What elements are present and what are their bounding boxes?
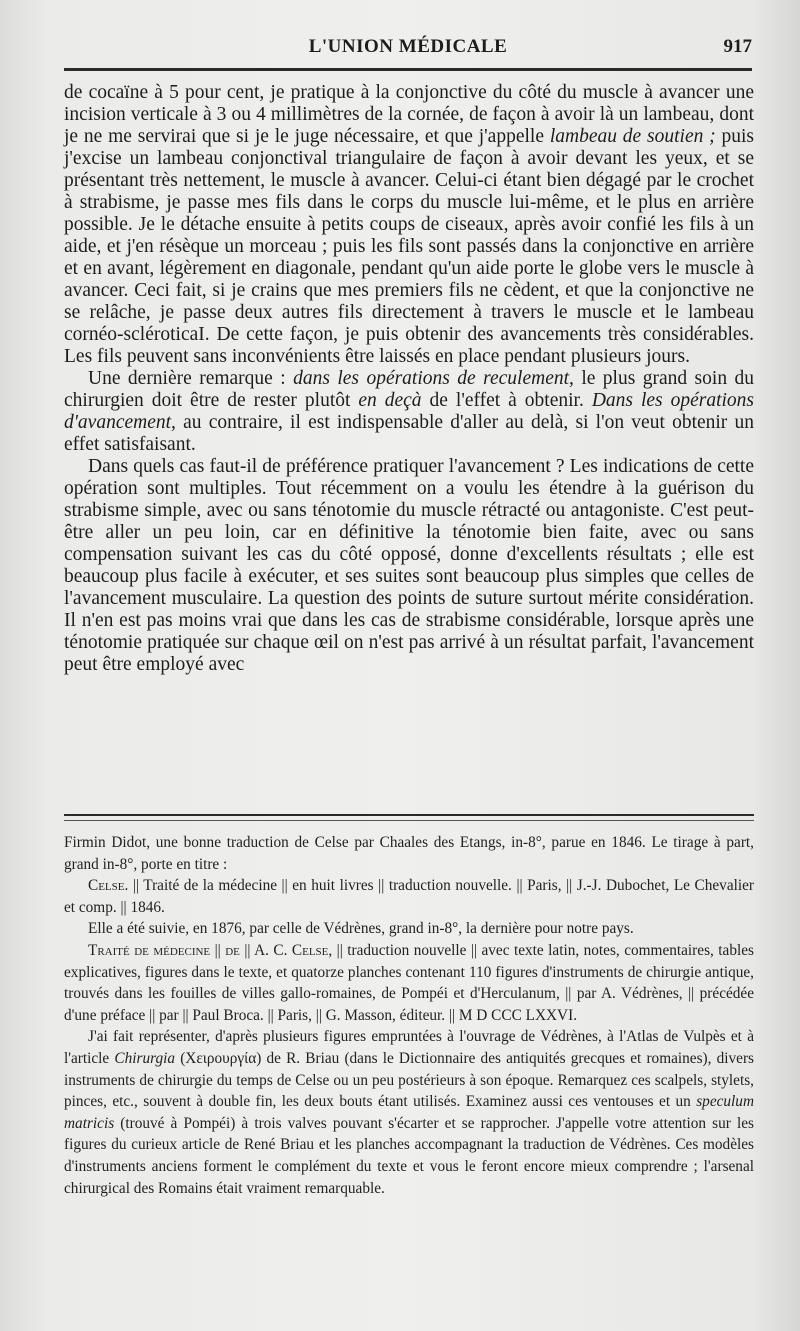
paragraph-2-b: le plus grand soin du chirurgien doit être de rester plutôt [64,368,754,411]
footnote-4 [64,940,754,1026]
footnote-5 [64,1026,754,1199]
footnote-rule-thin [64,820,754,821]
running-title: L'UNION MÉDICALE [308,36,508,57]
footnote-4-text: || traduction nouvelle || avec texte latin, notes, commentaires, tables explicatives, figures dans le texte, et quatorze planches contenant 110 figures d'instruments de chirurgie antique, trouvés dans les fouilles de villes gallo-romaines, de Pompéi et d'Herculanum, || par A. Védrènes, || précédée d'une préface || par || Paul Broca. || Paris, || G. Masson, éditeur. || M D CCC LXXVI. [64,941,754,1024]
footnote-2-smallcaps: Celse. [88,877,129,895]
page-number: 917 [723,36,752,57]
header-rule [64,68,752,71]
main-text [64,82,754,676]
paragraph-2-d: au contraire, il est indispensable d'aller au delà, si l'on veut obtenir un effet satisfaisant. [64,412,754,455]
paragraph-1-italic: lambeau de soutien ; [549,126,716,147]
footnote-1: Firmin Didot, une bonne traduction de Celse par Chaales des Etangs, in-8°, parue en 1846. Le tirage à part, grand in-8°, porte en titre : [64,834,754,873]
paragraph-2-italic-3: Dans les opérations d'avancement, [64,390,755,433]
footnote-5-b: (Χειρουργία) de R. Briau (dans le Dictionnaire des antiquités grecques et romaines), divers instruments de chirurgie du temps de Celse ou un peu postérieurs à son époque. Remarquez ces scalpels, stylets, pinces, etc., souvent à double fin, les deux bouts étant utilisés. Examinez aussi ces ventouses et un [64,1049,754,1111]
footnote-2-text: || Traité de la médecine || en huit livres || traduction nouvelle. || Paris, || J.-J. Dubochet, Le Chevalier et comp. || 1846. [64,877,754,916]
footnote-4-smallcaps: Traité de médecine || de || A. C. Celse, [88,941,333,959]
paragraph-2-italic-2: en deçà [358,390,422,411]
footnote-5-a: J'ai fait représenter, d'après plusieurs figures empruntées à l'ouvrage de Védrènes, à l'Atlas de Vulpès et à l'article [64,1028,754,1067]
paragraph-1 [64,82,754,368]
paragraph-1-rest: puis j'excise un lambeau conjonctival triangulaire de façon à avoir devant les yeux, et se présentant très nettement, le muscle à avancer. Celui-ci étant bien dégagé par le crochet à strabisme, je passe mes fils dans le corps du muscle lui-même, et le plus en arrière possible. Je le détache ensuite à petits coups de ciseaux, après avoir confié les fils à un aide, et j'en résèque un morceau ; puis les fils sont passés dans la conjonctive en arrière et en avant, légèrement en diagonale, pendant qu'un aide porte le globe vers le muscle à avancer. Ceci fait, si je crains que mes premiers fils ne cèdent, et que la conjonctive ne se relâche, je passe deux autres fils directement à travers le muscle et le lambeau cornéo-scléroticaI. De cette façon, je puis obtenir des avancements très considérables. Les fils peuvent sans inconvénients être laissés en place pendant plusieurs jours. [64,126,755,367]
paragraph-2-a: Une dernière remarque : [88,368,294,389]
paragraph-3: Dans quels cas faut-il de préférence pratiquer l'avancement ? Les indications de cette opération sont multiples. Tout récemment on a voulu les étendre à la guérison du strabisme simple, avec ou sans ténotomie du muscle rétracté ou antagoniste. C'est peut-être aller un peu loin, car en définitive la ténotomie bien faite, avec ou sans compensation suivant les cas du côté opposé, donne d'excellents résultats ; elle est beaucoup plus facile à exécuter, et ses suites sont beaucoup plus simples que celles de l'avancement musculaire. La question des points de suture surtout mérite considération. Il n'en est pas moins vrai que dans les cas de strabisme considérable, lorsque après une ténotomie pratiquée sur chaque œil on n'est pas arrivé à un résultat parfait, l'avancement peut être employé avec [64,456,754,675]
footnote-5-italic-2: speculum matricis [64,1093,754,1132]
footnote-2 [64,875,754,918]
footnote-3: Elle a été suivie, en 1876, par celle de Védrènes, grand in-8°, la dernière pour notre pays. [88,920,634,938]
footnote-rule [64,814,754,816]
paragraph-2 [64,368,754,456]
paragraph-2-italic-1: dans les opérations de reculement, [293,368,574,389]
footnotes [64,832,754,1199]
footnote-5-c: (trouvé à Pompéi) à trois valves pouvant s'écarter et se rapprocher. J'appelle votre attention sur les figures du curieux article de René Briau et les planches accompagnant la traduction de Védrènes. Ces modèles d'instruments anciens forment le complément du texte et vous le feront encore mieux comprendre ; l'arsenal chirurgical des Romains était vraiment remarquable. [64,1114,754,1197]
paragraph-2-c: de l'effet à obtenir. [421,390,592,411]
footnote-5-italic-1: Chirurgia [114,1049,176,1067]
paragraph-1-text: de cocaïne à 5 pour cent, je pratique à la conjonctive du côté du muscle à avancer une incision verticale à 3 ou 4 millimètres de la cornée, de façon à avoir là un lambeau, dont je ne me servirai que si je le juge nécessaire, et que j'appelle [64,82,754,147]
page-header [64,30,752,64]
